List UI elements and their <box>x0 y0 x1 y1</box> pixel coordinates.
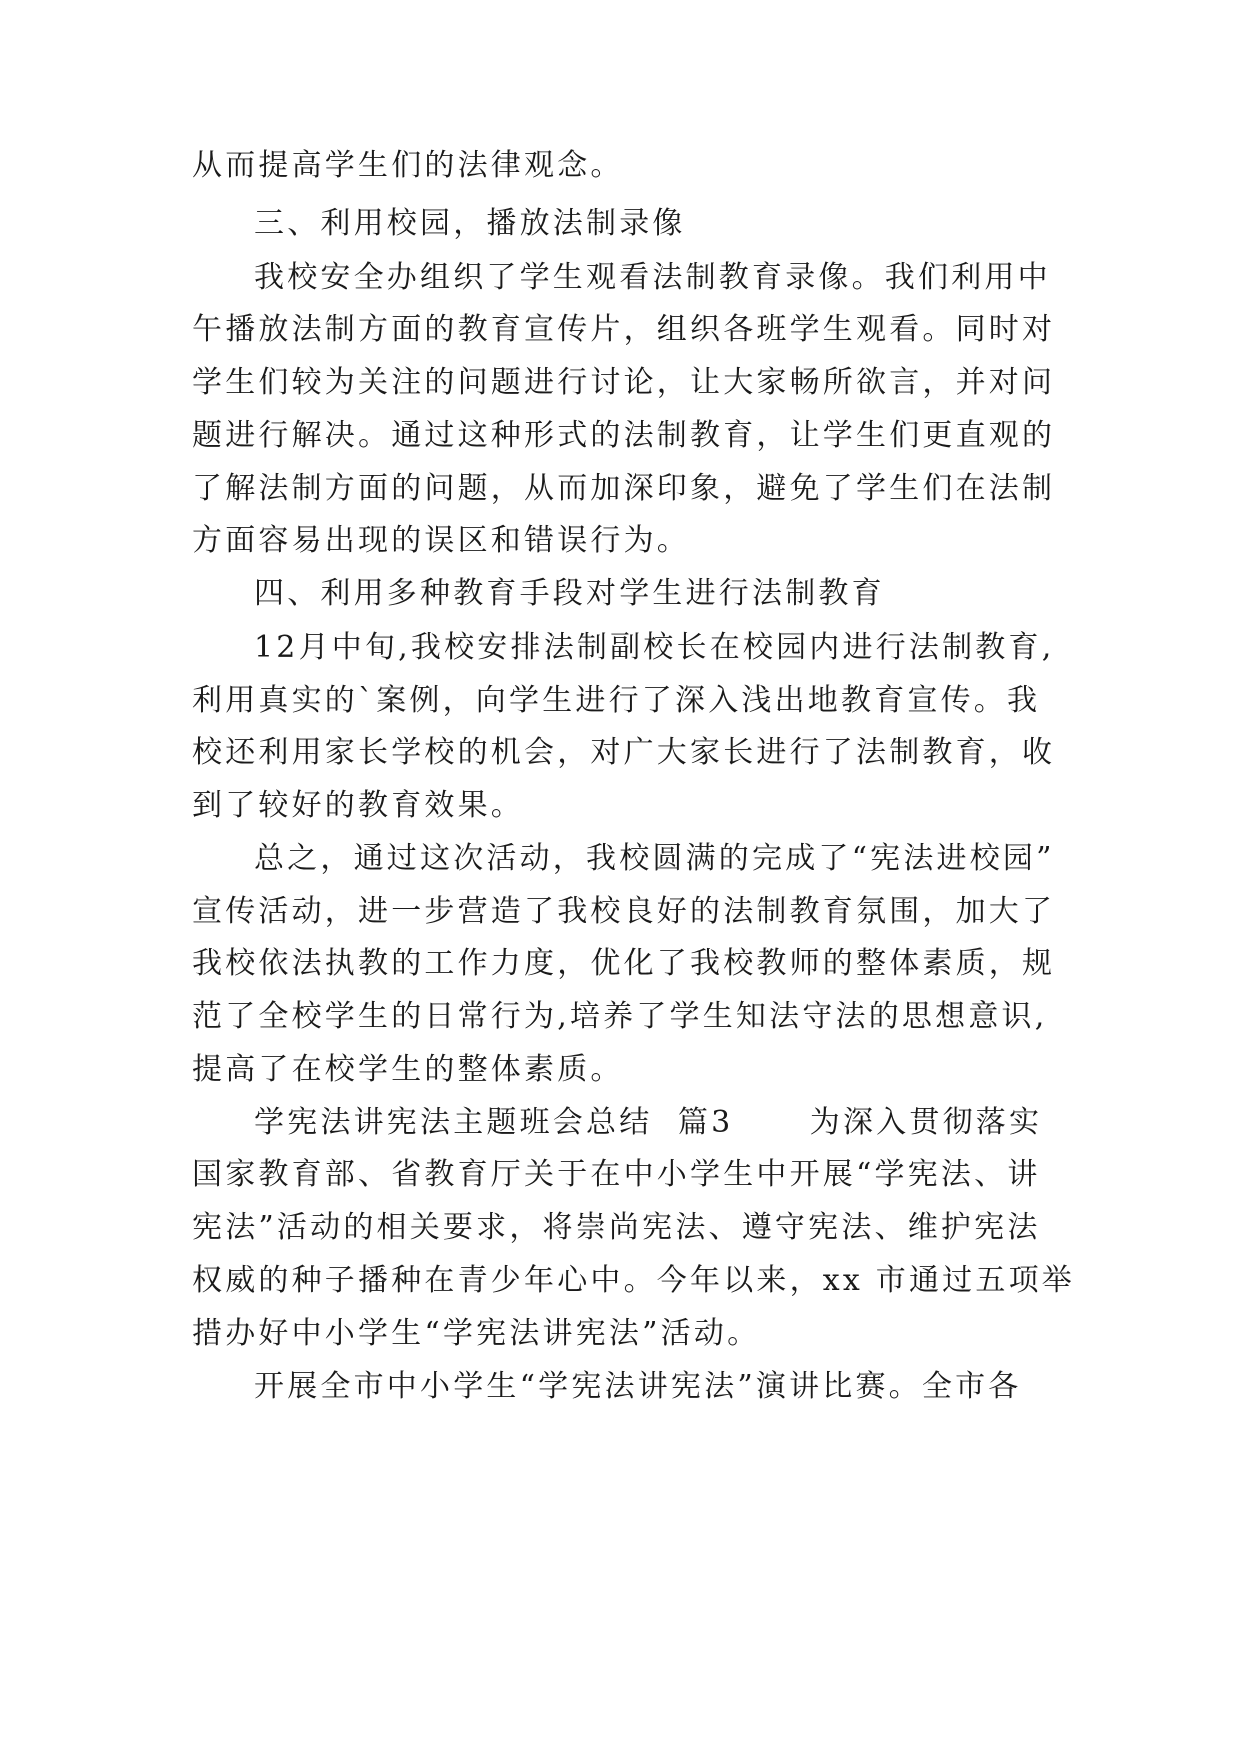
section-heading: 四、利用多种教育手段对学生进行法制教育 <box>254 576 885 611</box>
article-title-line: 学宪法讲宪法主题班会总结 篇3 为深入贯彻落实 <box>254 1105 1043 1140</box>
body-text-line: 题进行解决。通过这种形式的法制教育，让学生们更直观的 <box>192 418 1056 453</box>
section-heading: 三、利用校园，播放法制录像 <box>254 206 686 241</box>
body-text-line: 从而提高学生们的法律观念。 <box>192 148 624 183</box>
body-text-line: 范了全校学生的日常行为,培养了学生知法守法的思想意识, <box>192 999 1048 1034</box>
body-text-line: 措办好中小学生“学宪法讲宪法”活动。 <box>192 1316 761 1351</box>
body-text-line: 提高了在校学生的整体素质。 <box>192 1052 624 1087</box>
body-text-line: 方面容易出现的误区和错误行为。 <box>192 523 690 558</box>
body-text-line: 国家教育部、省教育厅关于在中小学生中开展“学宪法、讲 <box>192 1157 1041 1192</box>
body-text-line: 总之，通过这次活动，我校圆满的完成了“宪法进校园” <box>254 841 1055 876</box>
body-text-line: 开展全市中小学生“学宪法讲宪法”演讲比赛。全市各 <box>254 1369 1022 1404</box>
body-text-line: 校还利用家长学校的机会，对广大家长进行了法制教育，收 <box>192 735 1056 770</box>
body-text-line: 到了较好的教育效果。 <box>192 788 524 823</box>
body-text-line: 12月中旬,我校安排法制副校长在校园内进行法制教育, <box>254 630 1055 665</box>
body-text-line: 宪法”活动的相关要求，将崇尚宪法、遵守宪法、维护宪法 <box>192 1210 1041 1245</box>
body-text-line: 我校依法执教的工作力度，优化了我校教师的整体素质，规 <box>192 946 1056 981</box>
body-text-line: 了解法制方面的问题，从而加深印象，避免了学生们在法制 <box>192 471 1056 506</box>
body-text-line: 午播放法制方面的教育宣传片，组织各班学生观看。同时对 <box>192 312 1056 347</box>
body-text-line: 利用真实的`案例，向学生进行了深入浅出地教育宣传。我 <box>192 683 1041 718</box>
body-text-line: 我校安全办组织了学生观看法制教育录像。我们利用中 <box>254 260 1051 295</box>
body-text-line: 权威的种子播种在青少年心中。今年以来，xx 市通过五项举 <box>192 1263 1075 1298</box>
body-text-line: 宣传活动，进一步营造了我校良好的法制教育氛围，加大了 <box>192 894 1056 929</box>
body-text-line: 学生们较为关注的问题进行讨论，让大家畅所欲言，并对问 <box>192 365 1056 400</box>
